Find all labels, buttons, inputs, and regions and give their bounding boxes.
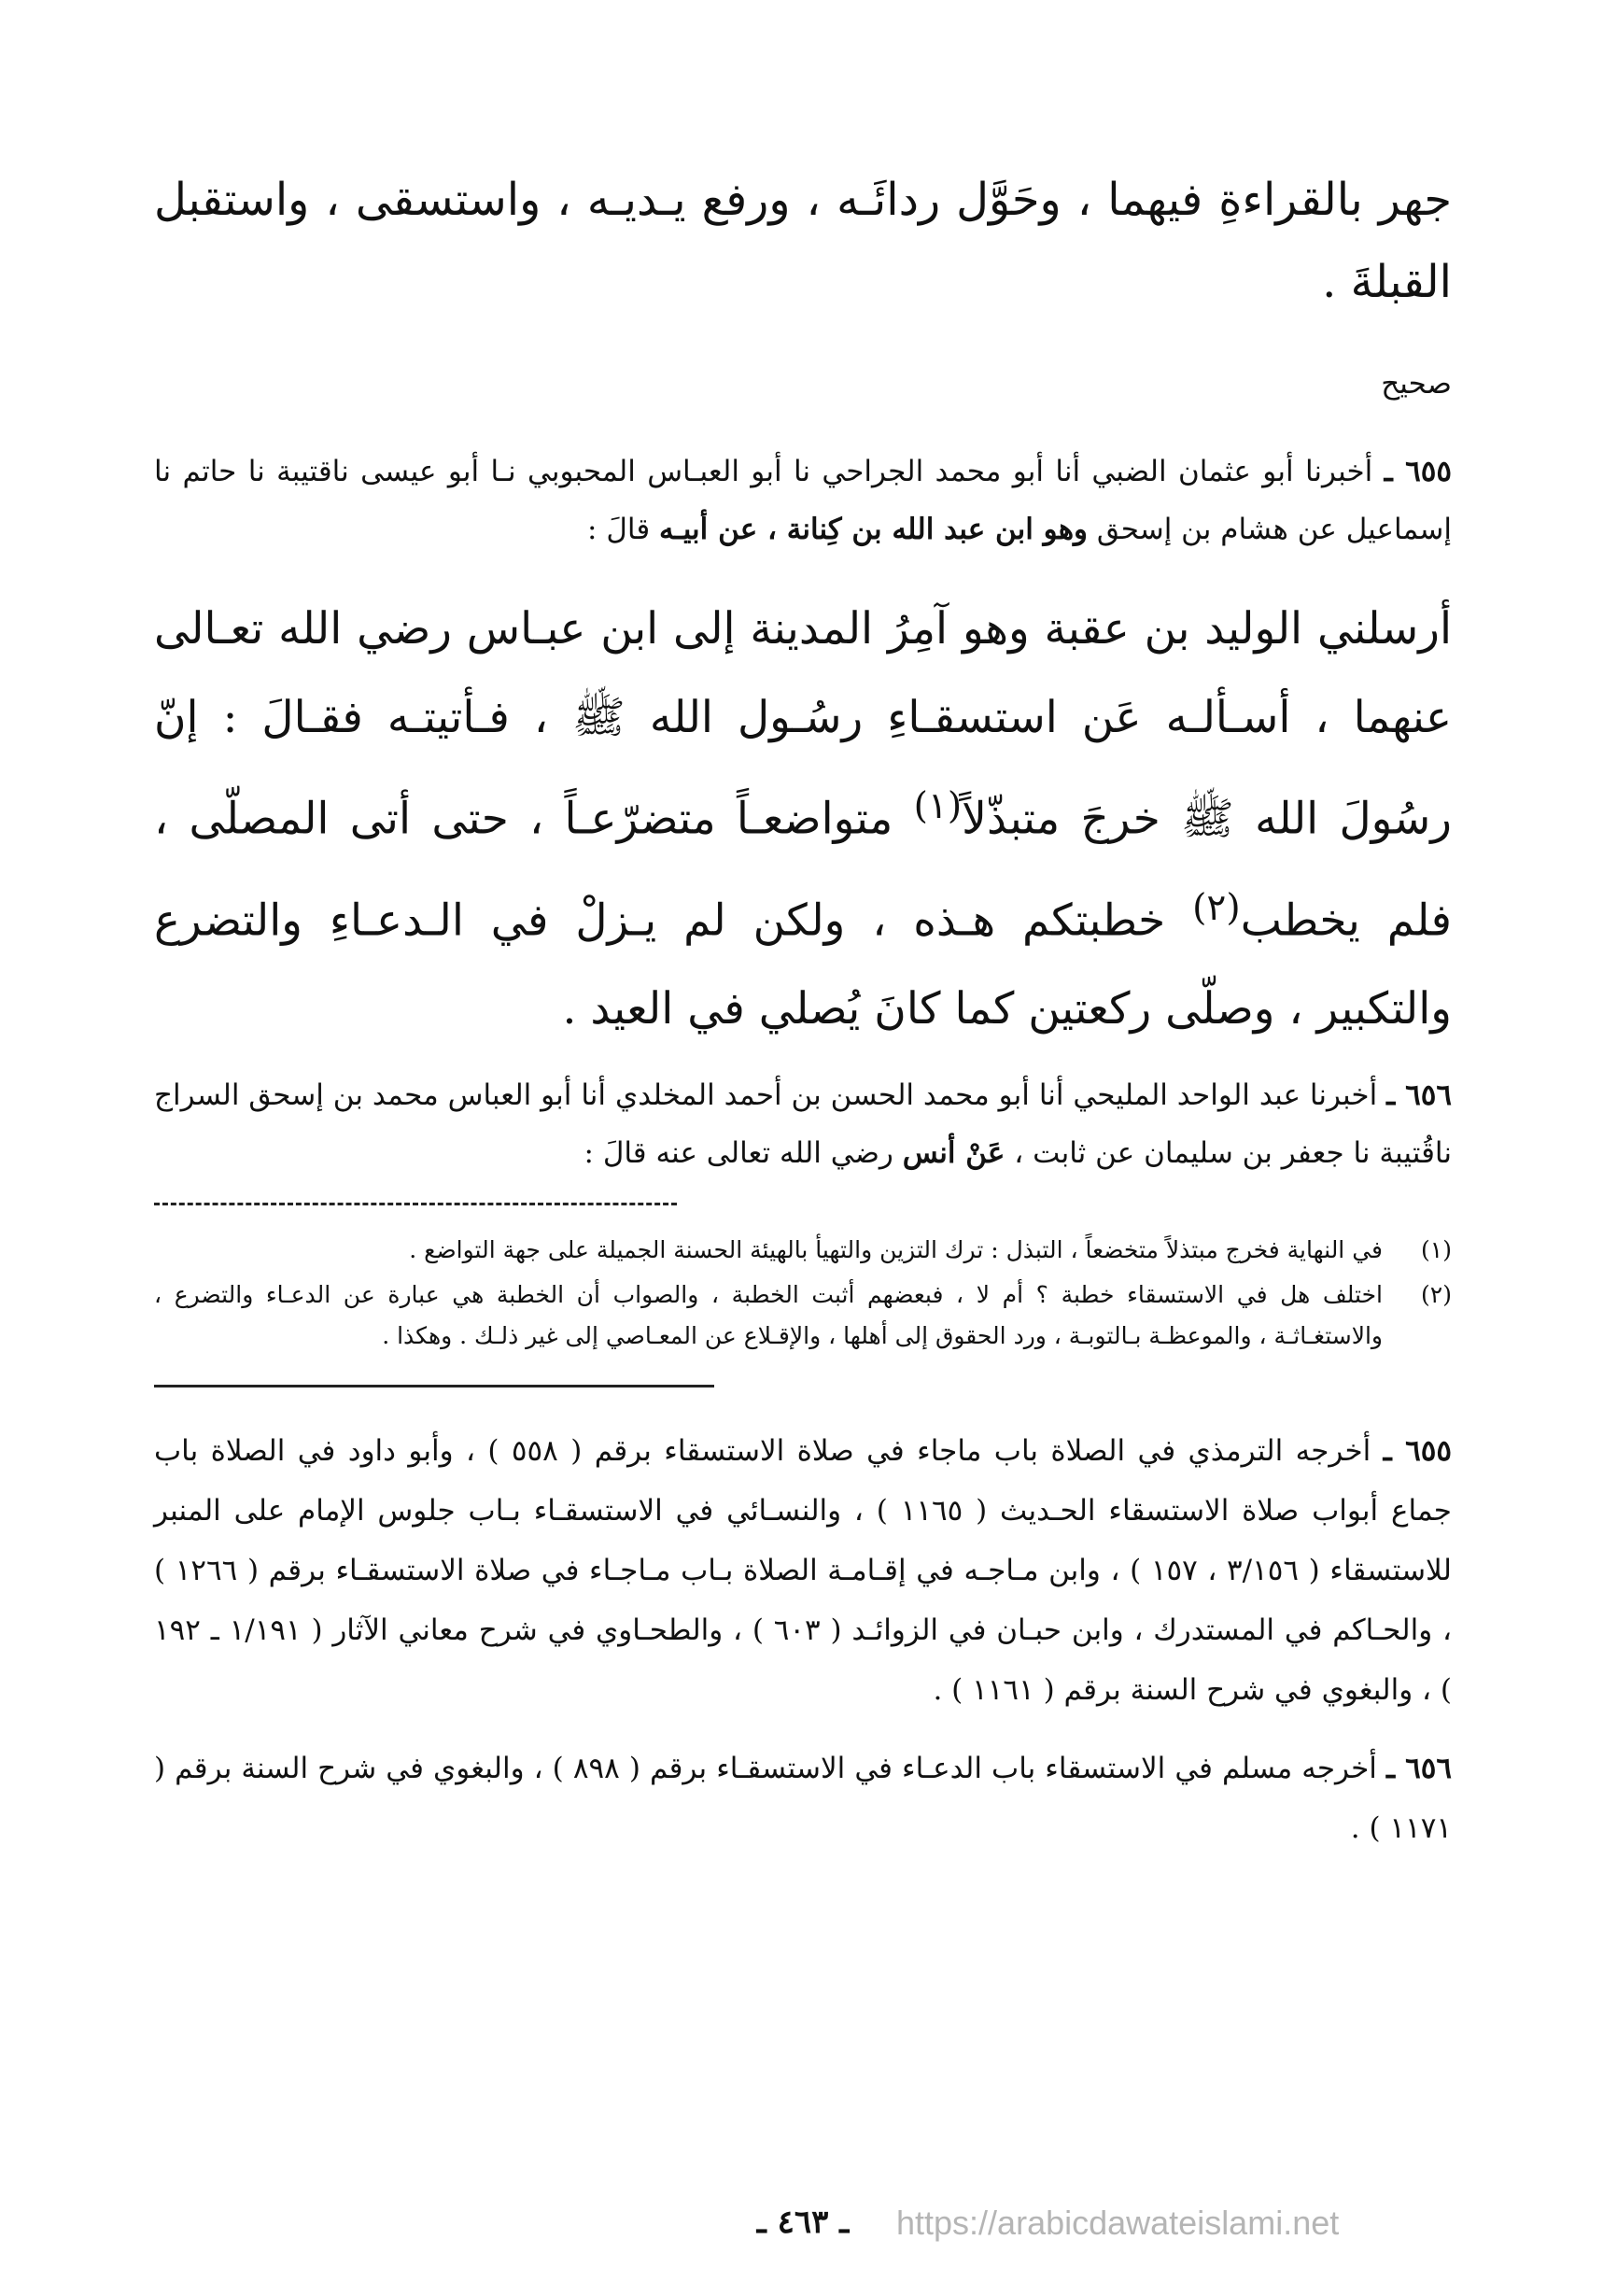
footnote-text: اختلف هل في الاستسقاء خطبة ؟ أم لا ، فبعضهم أثبت الخطبة ، والصواب أن الخطبة هي عبارة عن الدعـاء والتضرع ، والاستغـاثـة ، والموعظـة بـالتوبـة ، ورد الحقوق إلى أهلها ، والإقـلاع عن المعـاصي إلى غير ذلـك . وهكذا . [154,1281,1383,1350]
takhrij-655-number: ٦٥٥ ـ [1383,1434,1453,1469]
page-content [154,159,1452,1877]
footnote-item [154,1230,1452,1271]
footnote-2-ref[interactable]: (٢) [1192,886,1241,929]
hadith-655-matn-mid: متواضعـاً متضرّعـاً ، حتى أتى المصلّى ، فلم يخطب [154,793,1453,947]
takhrij-656-number: ٦٥٦ ـ [1385,1752,1453,1786]
hadith-656-isnad [154,1066,1452,1182]
footnote-marker: (٢) [1421,1281,1452,1309]
hadith-655-number: ٦٥٥ ـ [1384,455,1453,488]
hadith-655-matn [154,585,1452,1053]
hadith-656-isnad-plain: أخبرنا عبد الواحد المليحي أنا أبو محمد الحسن بن أحمد المخلدي أنا أبو العباس محمد بن إسحق السراج ناقُتيبة نا جعفر بن سليمان عن ثابت ، [154,1078,1452,1171]
hadith-656-number: ٦٥٦ ـ [1386,1078,1453,1113]
hadith-grade: صحيح [1381,367,1452,401]
hadith-655-isnad-bold: وهو ابن عبد الله بن كِنانة ، عن أبيـه [659,513,1089,546]
footnotes-list [154,1230,1452,1357]
footnote-text: في النهاية فخرج مبتذلاً متخضعاً ، التبذل : ترك التزين والتهيأ بالهيئة الحسنة الجميلة على جهة التواضع . [409,1236,1383,1264]
takhrij-655 [154,1421,1452,1720]
hadith-655-isnad [154,443,1452,558]
footnote-separator [154,1203,677,1205]
page-number: ـ ٤٦٣ ـ [756,2204,850,2241]
takhrij-656 [154,1739,1452,1858]
takhrij-655-text: أخرجه الترمذي في الصلاة باب ماجاء في صلاة الاستسقاء برقم ( ٥٥٨ ) ، وأبو داود في الصلاة باب جماع أبواب صلاة الاستسقاء الحـديث ( ١١٦٥ ) ، والنسـائي في الاستسقـاء بـاب جلوس الإمام على المنبر للاستسقاء ( ٣/١٥٦ ، ١٥٧ ) ، وابن مـاجـه في إقـامـة الصلاة بـاب مـاجـاء في صلاة الاستسقـاء برقم ( ١٢٦٦ ) ، والحـاكم في المستدرك ، وابن حبـان في الزوائـد ( ٦٠٣ ) ، والطحـاوي في شرح معاني الآثار ( ١/١٩١ ـ ١٩٢ ) ، والبغوي في شرح السنة برقم ( ١١٦١ ) . [154,1434,1453,1708]
hadith-656-isnad-bold: عَنْ أنس [902,1136,1005,1171]
hadith-656-isnad-end: رضي الله تعالى عنه قالَ : [584,1136,893,1171]
lead-paragraph: جهر بالقراءةِ فيهما ، وحَوَّل ردائَـه ، ورفع يـديـه ، واستسقى ، واستقبل القبلةَ . [154,174,1452,308]
hadith-655-isnad-end: قالَ : [587,513,651,546]
footnote-marker: (١) [1421,1236,1452,1264]
hadith-655-isnad-plain: أخبرنا أبو عثمان الضبي أنا أبو محمد الجراحي نا أبو العبـاس المحبوبي نـا أبو عيسى ناقتيبة نا حاتم نا إسماعيل عن هشام بن إسحق [154,455,1452,546]
footnote-1-ref[interactable]: (١) [913,785,963,827]
takhrij-656-text: أخرجه مسلم في الاستسقاء باب الدعـاء في الاستسقـاء برقم ( ٨٩٨ ) ، والبغوي في شرح السنة برقم ( ١١٧١ ) . [154,1752,1452,1846]
watermark-url: https://arabicdawateislami.net [896,2204,1340,2242]
hadith-655-matn-end: خطبتكم هـذه ، ولكن لم يـزلْ في الـدعـاءِ والتضرع والتكبير ، وصلّى ركعتين كما كانَ يُصلي في العيد . [154,894,1452,1035]
takhrij-separator [154,1385,714,1387]
hadith-655-matn-start: أرسلني الوليد بن عقبة وهو آمِرُ المدينة إلى ابن عبـاس رضي الله تعـالى عنهما ، أسـألـه عَن استسقـاءِ رسُـول الله ﷺ ، فـأتيتـه فقـالَ : إنّ رسُولَ الله ﷺ خرجَ متبذّلاً [154,603,1452,845]
footnote-item [154,1275,1452,1357]
